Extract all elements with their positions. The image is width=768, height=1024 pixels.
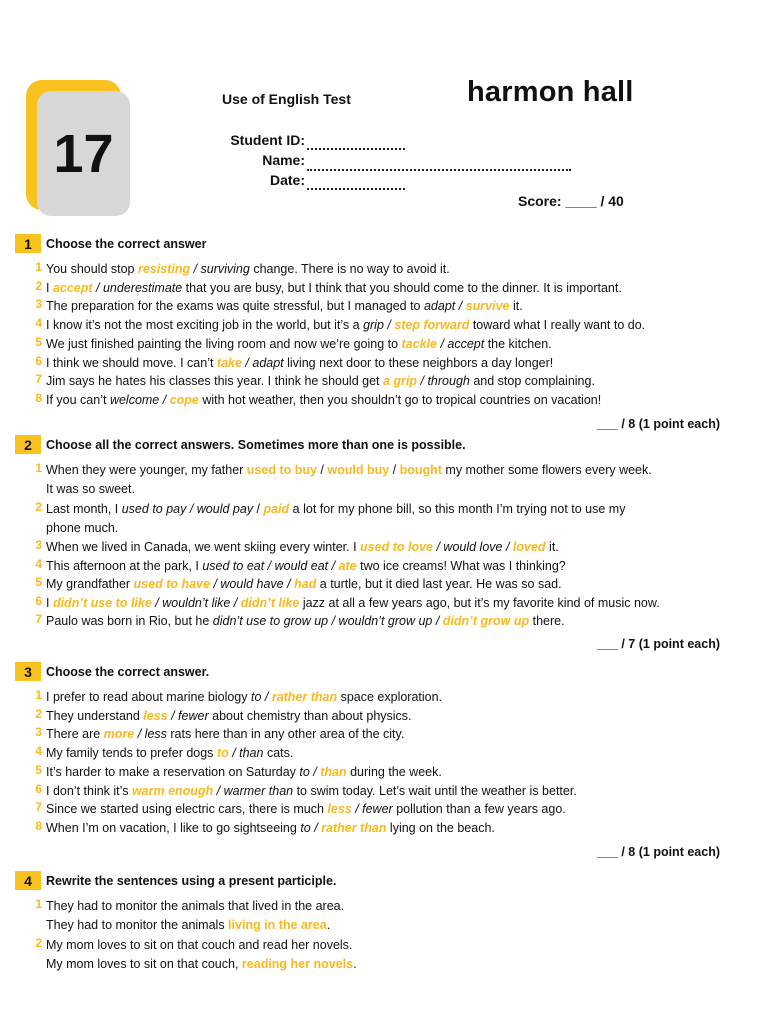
question-item — [32, 372, 752, 391]
score-label: Score: ____ / 40 — [518, 193, 624, 209]
question-item — [32, 391, 752, 410]
question-number: 1 — [35, 260, 42, 274]
question-item — [32, 688, 752, 707]
name-field[interactable] — [307, 169, 571, 171]
question-number: 6 — [35, 593, 42, 608]
date-field[interactable] — [307, 188, 405, 190]
question-item — [32, 763, 752, 782]
question-number: 5 — [35, 575, 42, 589]
question-number: 7 — [35, 800, 42, 815]
section-3-points: ___ / 8 (1 point each) — [597, 845, 720, 859]
rewrite-item — [32, 936, 752, 974]
question-number: 8 — [35, 390, 42, 405]
section-number: 3 — [15, 662, 41, 681]
question-number: 2 — [35, 278, 42, 293]
question-text: If you can’t welcome / cope with hot weather, then you shouldn’t go to tropical countries on vacation! — [46, 392, 602, 407]
question-number: 4 — [35, 316, 42, 331]
question-number: 3 — [35, 538, 42, 552]
section-number: 1 — [15, 234, 41, 253]
question-text: Last month, I used to pay / would pay / paid a lot for my phone bill, so this month I’m trying not to use my — [46, 501, 626, 516]
question-number: 7 — [35, 372, 42, 387]
section-title: Choose all the correct answers. Sometimes more than one is possible. — [46, 437, 466, 452]
question-item — [32, 744, 752, 763]
question-number: 4 — [35, 556, 42, 571]
question-text: We just finished painting the living room and now we’re going to tackle / accept the kitchen. — [46, 336, 552, 351]
question-text-continued: It was so sweet. — [46, 482, 135, 496]
question-text-continued: phone much. — [46, 520, 119, 535]
question-text: Paulo was born in Rio, but he didn’t use to grow up / wouldn’t grow up / didn’t grow up there. — [46, 614, 565, 628]
student-id-label: Student ID: — [230, 132, 305, 148]
question-number: 6 — [35, 353, 42, 368]
question-text: I think we should move. I can’t take / adapt living next door to these neighbors a day longer! — [46, 355, 554, 370]
question-item — [32, 725, 752, 744]
question-text: I know it’s not the most exciting job in the world, but it’s a grip / step forward toward what I really want to do. — [46, 318, 646, 333]
section-2-points: ___ / 7 (1 point each) — [597, 637, 720, 651]
brand-logo: harmon hall — [467, 76, 634, 108]
question-text: My grandfather used to have / would have / had a turtle, but it died last year. He was so sad. — [46, 577, 562, 591]
section-3-header — [15, 662, 209, 681]
rewrite-item — [32, 897, 752, 935]
question-item — [32, 557, 752, 576]
test-number-badge: 17 — [37, 91, 130, 216]
rewritten-sentence: They had to monitor the animals living in the area. — [46, 918, 331, 932]
question-item — [32, 260, 752, 279]
question-number: 2 — [35, 706, 42, 721]
question-number: 2 — [35, 936, 42, 950]
question-text: Jim says he hates his classes this year. I think he should get a grip / through and stop complaining. — [46, 374, 595, 389]
question-number: 4 — [35, 744, 42, 759]
question-item — [32, 297, 752, 316]
question-item — [32, 354, 752, 373]
question-text: They understand less / fewer about chemistry than about physics. — [46, 708, 412, 723]
question-item — [32, 461, 752, 499]
question-item — [32, 707, 752, 726]
question-item — [32, 782, 752, 801]
question-item — [32, 335, 752, 354]
question-text: When we lived in Canada, we went skiing every winter. I used to love / would love / loved it. — [46, 540, 559, 554]
student-id-field[interactable] — [307, 148, 405, 150]
section-1-header — [15, 234, 206, 253]
question-text: It’s harder to make a reservation on Saturday to / than during the week. — [46, 764, 442, 779]
question-text: When they were younger, my father used to buy / would buy / bought my mother some flowers every week. — [46, 463, 652, 477]
question-item — [32, 800, 752, 819]
question-item — [32, 279, 752, 298]
question-item — [32, 594, 752, 613]
question-text: My family tends to prefer dogs to / than cats. — [46, 746, 294, 761]
question-item — [32, 819, 752, 838]
question-number: 8 — [35, 818, 42, 833]
question-text: I prefer to read about marine biology to / rather than space exploration. — [46, 690, 443, 704]
question-number: 7 — [35, 612, 42, 626]
section-title: Choose the correct answer. — [46, 664, 210, 679]
section-2-header — [15, 435, 466, 454]
question-text: This afternoon at the park, I used to eat / would eat / ate two ice creams! What was I thinking? — [46, 558, 566, 573]
name-label: Name: — [262, 152, 305, 168]
section-4-header — [15, 871, 336, 890]
section-number: 4 — [15, 871, 41, 890]
question-number: 2 — [35, 499, 42, 514]
question-item — [32, 575, 752, 594]
question-text: I don’t think it’s warm enough / warmer than to swim today. Let’s wait until the weather is better. — [46, 783, 577, 798]
section-number: 2 — [15, 435, 41, 454]
question-text: I didn’t use to like / wouldn’t like / didn’t like jazz at all a few years ago, but it’s my favorite kind of music now. — [46, 595, 660, 610]
question-text: When I’m on vacation, I like to go sightseeing to / rather than lying on the beach. — [46, 820, 495, 835]
question-number: 1 — [35, 688, 42, 702]
question-number: 1 — [35, 461, 42, 475]
original-sentence: They had to monitor the animals that lived in the area. — [46, 899, 345, 913]
section-1-points: ___ / 8 (1 point each) — [597, 417, 720, 431]
question-text: You should stop resisting / surviving change. There is no way to avoid it. — [46, 262, 450, 276]
question-number: 6 — [35, 781, 42, 796]
question-number: 5 — [35, 762, 42, 777]
question-item — [32, 612, 752, 631]
question-item — [32, 316, 752, 335]
section-title: Choose the correct answer — [46, 236, 207, 251]
original-sentence: My mom loves to sit on that couch and read her novels. — [46, 938, 353, 952]
question-text: There are more / less rats here than in any other area of the city. — [46, 727, 405, 742]
section-title: Rewrite the sentences using a present participle. — [46, 873, 337, 888]
question-number: 3 — [35, 297, 42, 312]
question-text: The preparation for the exams was quite stressful, but I managed to adapt / survive it. — [46, 299, 523, 314]
question-number: 1 — [35, 897, 42, 911]
question-item — [32, 538, 752, 557]
question-item — [32, 500, 752, 538]
question-number: 5 — [35, 334, 42, 349]
question-text: I accept / underestimate that you are busy, but I think that you should come to the dinner. It is important. — [46, 280, 622, 295]
test-title: Use of English Test — [222, 91, 351, 107]
rewritten-sentence: My mom loves to sit on that couch, reading her novels. — [46, 957, 357, 971]
question-text: Since we started using electric cars, there is much less / fewer pollution than a few years ago. — [46, 802, 566, 817]
question-number: 3 — [35, 725, 42, 740]
date-label: Date: — [269, 172, 305, 188]
